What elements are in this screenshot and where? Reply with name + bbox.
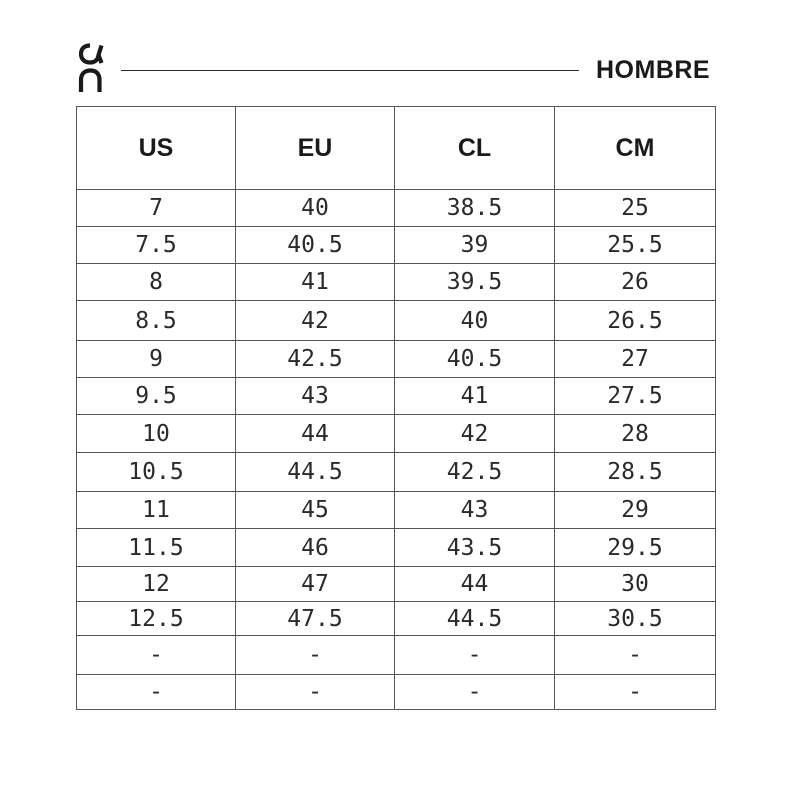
size-cell-cl: 38.5 xyxy=(395,190,555,227)
size-cell-cm: 25 xyxy=(555,190,716,227)
size-cell-cl: 40 xyxy=(395,301,555,341)
size-cell-eu: 46 xyxy=(236,529,395,567)
size-cell-us: 12.5 xyxy=(77,602,236,636)
size-cell-us: 10 xyxy=(77,415,236,453)
size-cell-cl: - xyxy=(395,675,555,710)
size-cell-eu: 42.5 xyxy=(236,341,395,378)
size-cell-cm: 29.5 xyxy=(555,529,716,567)
size-chart-table xyxy=(76,106,716,710)
column-header-eu: EU xyxy=(236,107,395,190)
size-cell-eu: 42 xyxy=(236,301,395,341)
size-cell-cm: 27.5 xyxy=(555,378,716,415)
column-header-cl: CL xyxy=(395,107,555,190)
size-cell-cm: - xyxy=(555,636,716,675)
size-cell-us: 7.5 xyxy=(77,227,236,264)
size-cell-us: 10.5 xyxy=(77,453,236,492)
size-cell-cl: 43 xyxy=(395,492,555,529)
size-cell-eu: 44 xyxy=(236,415,395,453)
size-cell-cm: 28 xyxy=(555,415,716,453)
size-cell-cm: 29 xyxy=(555,492,716,529)
size-cell-us: 11 xyxy=(77,492,236,529)
size-cell-cl: 43.5 xyxy=(395,529,555,567)
size-cell-eu: 47 xyxy=(236,567,395,602)
size-cell-cl: 41 xyxy=(395,378,555,415)
size-cell-cl: 44.5 xyxy=(395,602,555,636)
table-row xyxy=(77,602,716,636)
table-row xyxy=(77,636,716,675)
table-row xyxy=(77,378,716,415)
table-row xyxy=(77,675,716,710)
size-cell-cm: 26.5 xyxy=(555,301,716,341)
size-cell-eu: 47.5 xyxy=(236,602,395,636)
table-row xyxy=(77,415,716,453)
size-cell-us: 8 xyxy=(77,264,236,301)
size-cell-eu: 41 xyxy=(236,264,395,301)
table-row xyxy=(77,567,716,602)
page-title: HOMBRE xyxy=(596,56,711,84)
header-divider xyxy=(121,70,579,71)
size-cell-cm: 25.5 xyxy=(555,227,716,264)
size-cell-cl: - xyxy=(395,636,555,675)
size-cell-cl: 39.5 xyxy=(395,264,555,301)
size-cell-us: 8.5 xyxy=(77,301,236,341)
size-cell-us: 7 xyxy=(77,190,236,227)
size-cell-us: 11.5 xyxy=(77,529,236,567)
table-row xyxy=(77,190,716,227)
column-header-cm: CM xyxy=(555,107,716,190)
table-header-row xyxy=(77,107,716,190)
table-row xyxy=(77,301,716,341)
size-cell-cl: 42.5 xyxy=(395,453,555,492)
on-logo-icon xyxy=(78,42,104,94)
size-cell-cl: 44 xyxy=(395,567,555,602)
size-cell-cl: 39 xyxy=(395,227,555,264)
table-row xyxy=(77,341,716,378)
size-cell-us: - xyxy=(77,675,236,710)
size-cell-cm: 30.5 xyxy=(555,602,716,636)
size-cell-eu: 40 xyxy=(236,190,395,227)
size-cell-eu: - xyxy=(236,675,395,710)
size-cell-us: 9.5 xyxy=(77,378,236,415)
size-cell-eu: 44.5 xyxy=(236,453,395,492)
size-cell-cl: 40.5 xyxy=(395,341,555,378)
size-cell-cm: 30 xyxy=(555,567,716,602)
table-row xyxy=(77,264,716,301)
size-cell-cm: - xyxy=(555,675,716,710)
size-cell-cm: 27 xyxy=(555,341,716,378)
size-cell-cm: 28.5 xyxy=(555,453,716,492)
size-rows xyxy=(77,190,716,710)
size-cell-us: - xyxy=(77,636,236,675)
size-cell-eu: 45 xyxy=(236,492,395,529)
column-header-us: US xyxy=(77,107,236,190)
table-row xyxy=(77,227,716,264)
size-cell-cm: 26 xyxy=(555,264,716,301)
size-cell-eu: 43 xyxy=(236,378,395,415)
size-cell-us: 9 xyxy=(77,341,236,378)
size-cell-eu: 40.5 xyxy=(236,227,395,264)
table-row xyxy=(77,453,716,492)
table-row xyxy=(77,492,716,529)
size-cell-us: 12 xyxy=(77,567,236,602)
table-row xyxy=(77,529,716,567)
size-cell-cl: 42 xyxy=(395,415,555,453)
size-cell-eu: - xyxy=(236,636,395,675)
